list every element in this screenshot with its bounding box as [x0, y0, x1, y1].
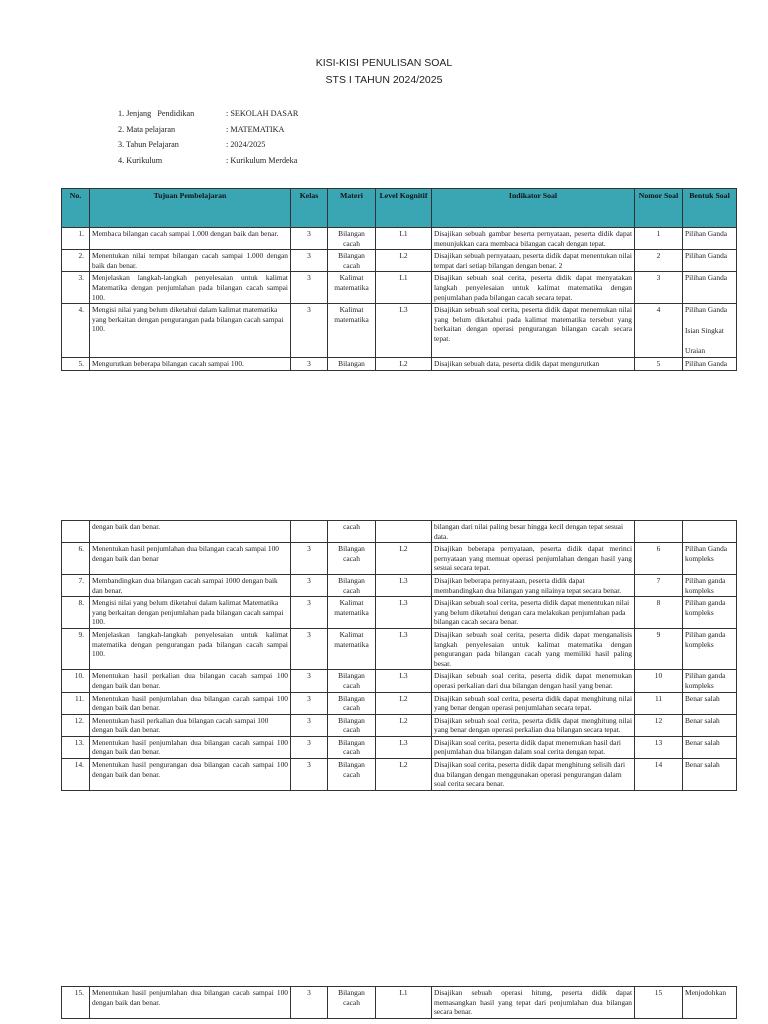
cell-level: L3 [376, 628, 432, 669]
header-kelas: Kelas [291, 189, 328, 228]
cell-kelas [291, 521, 328, 543]
table-row [62, 543, 737, 575]
cell-bentuk: Benar salah [683, 736, 737, 758]
table-header-row [62, 189, 737, 228]
cell-no: 2. [62, 250, 90, 272]
document-subtitle: STS I TAHUN 2024/2025 [325, 74, 443, 86]
cell-level: L2 [376, 357, 432, 370]
header-level: Level Kognitif [376, 189, 432, 228]
info-label: 2. Mata pelajaran [118, 124, 176, 134]
cell-tujuan: Menentukan nilai tempat bilangan cacah sampai 1.000 dengan baik dan benar. [90, 250, 291, 272]
header-materi: Materi [328, 189, 376, 228]
cell-nomor: 11 [635, 692, 683, 714]
cell-no: 10. [62, 670, 90, 692]
cell-indikator: Disajikan sebuah operasi hitung, peserta didik dapat memasangkan hasil yang tepat dari penjumlahan dua bilangan secara benar. [432, 987, 635, 1019]
cell-indikator: Disajikan sebuah soal cerita, peserta didik dapat menganalisis langkah penyelesaian untuk kalimat matematika dengan pengurangan pada bilangan cacah yang memiliki hasil paling besar. [432, 628, 635, 669]
cell-nomor: 6 [635, 543, 683, 575]
cell-kelas: 3 [291, 357, 328, 370]
cell-materi: Bilangan cacah [328, 714, 376, 736]
table-row [62, 714, 737, 736]
info-value: : SEKOLAH DASAR [226, 109, 299, 118]
cell-level [376, 521, 432, 543]
cell-nomor: 10 [635, 670, 683, 692]
cell-no: 15. [62, 987, 90, 1019]
cell-tujuan: Menentukan hasil penjumlahan dua bilangan cacah sampai 100 dengan baik dan benar. [90, 692, 291, 714]
cell-indikator: Disajikan beberapa pernyataan, peserta didik dapat membandingkan dua bilangan yang nilainya tepat secara benar. [432, 574, 635, 596]
cell-bentuk: Pilihan ganda kompleks [683, 574, 737, 596]
header-bentuk: Bentuk Soal [683, 189, 737, 228]
cell-kelas: 3 [291, 597, 328, 629]
cell-tujuan: Menjelaskan langkah-langkah penyelesaian untuk kalimat matematika dengan pengurangan pada bilangan cacah sampai 100. [90, 628, 291, 669]
cell-kelas: 3 [291, 628, 328, 669]
cell-level: L3 [376, 736, 432, 758]
cell-nomor: 2 [635, 250, 683, 272]
cell-no: 4. [62, 304, 90, 358]
cell-tujuan: Menentukan hasil pengurangan dua bilangan cacah sampai 100 dengan baik dan benar. [90, 759, 291, 791]
table-row [62, 357, 737, 370]
cell-no: 5. [62, 357, 90, 370]
bentuk-option: Pilihan Ganda [685, 305, 728, 315]
cell-tujuan: Mengisi nilai yang belum diketahui dalam kalimat Matematika yang berkaitan dengan penjumlahan pada bilangan cacah sampai 100. [90, 597, 291, 629]
cell-no: 13. [62, 736, 90, 758]
cell-indikator: Disajikan sebuah soal cerita, peserta didik dapat menemukan nilai yang belum diketahui pada kalimat matematika tersebut yang berkaitan dengan operasi pengurangan bilangan cacah secara tepat. [432, 304, 635, 358]
cell-nomor: 1 [635, 228, 683, 250]
cell-tujuan: Menentukan hasil penjumlahan dua bilangan cacah sampai 100 dengan baik dan benar [90, 543, 291, 575]
header-indikator: Indikator Soal [432, 189, 635, 228]
info-value: : MATEMATIKA [226, 124, 285, 134]
cell-tujuan: Mengurutkan beberapa bilangan cacah sampai 100. [90, 357, 291, 370]
cell-nomor [635, 521, 683, 543]
cell-tujuan: Membaca bilangan cacah sampai 1.000 dengan baik dan benar. [90, 228, 291, 250]
cell-tujuan: Menentukan hasil perkalian dua bilangan cacah sampai 100 dengan baik dan benar. [90, 714, 291, 736]
cell-nomor: 13 [635, 736, 683, 758]
cell-no: 12. [62, 714, 90, 736]
cell-kelas: 3 [291, 692, 328, 714]
cell-kelas: 3 [291, 543, 328, 575]
cell-indikator: Disajikan soal cerita, peserta didik dapat menemukan hasil dari penjumlahan dua bilangan dalam soal cerita dengan tepat. [432, 736, 635, 758]
cell-materi: Bilangan cacah [328, 759, 376, 791]
cell-no: 9. [62, 628, 90, 669]
cell-bentuk: Pilihan Ganda [683, 228, 737, 250]
cell-materi: Bilangan cacah [328, 543, 376, 575]
cell-materi: Kalimat matematika [328, 628, 376, 669]
info-label: 4. Kurikulum [118, 155, 163, 165]
cell-bentuk: Pilihan ganda kompleks [683, 628, 737, 669]
cell-kelas: 3 [291, 714, 328, 736]
table-row [62, 597, 737, 629]
info-label: 1. Jenjang Pendidikan [118, 109, 195, 118]
cell-tujuan: Menentukan hasil perkalian dua bilangan cacah sampai 100 dengan baik dan benar. [90, 670, 291, 692]
cell-bentuk: Menjodohkan [683, 987, 737, 1019]
cell-indikator: Disajikan sebuah soal cerita, peserta didik dapat menemukan operasi perkalian dari dua bilangan dengan hasil yang benar. [432, 670, 635, 692]
cell-indikator: Disajikan sebuah soal cerita, peserta didik dapat menghitung nilai yang benar dengan operasi penjumlahan secara tepat. [432, 692, 635, 714]
cell-bentuk [683, 521, 737, 543]
cell-nomor: 7 [635, 574, 683, 596]
cell-tujuan: Menentukan hasil penjumlahan dua bilangan cacah sampai 100 dengan baik dan benar. [90, 736, 291, 758]
cell-materi: Bilangan cacah [328, 670, 376, 692]
info-value: : 2024/2025 [226, 140, 266, 150]
cell-materi: Kalimat matematika [328, 272, 376, 304]
header-nomor: Nomor Soal [635, 189, 683, 228]
cell-bentuk: Pilihan Ganda [683, 272, 737, 304]
cell-level: L2 [376, 692, 432, 714]
cell-kelas: 3 [291, 759, 328, 791]
cell-indikator: Disajikan sebuah pernyataan, peserta didik dapat menentukan nilai tempat dari setiap bilangan dengan benar. 2 [432, 250, 635, 272]
cell-nomor: 4 [635, 304, 683, 358]
cell-materi: Bilangan cacah [328, 228, 376, 250]
cell-kelas: 3 [291, 670, 328, 692]
table-row [62, 628, 737, 669]
cell-indikator: Disajikan beberapa pernyataan, peserta didik dapat merinci pernyataan yang memuat operasi penjumlahan dengan hasil yang sesuai secara tepat. [432, 543, 635, 575]
cell-no: 7. [62, 574, 90, 596]
cell-bentuk: Benar salah [683, 692, 737, 714]
cell-no: 14. [62, 759, 90, 791]
table-row [62, 304, 737, 358]
cell-materi: Bilangan [328, 357, 376, 370]
cell-no: 11. [62, 692, 90, 714]
cell-level: L2 [376, 759, 432, 791]
cell-nomor: 9 [635, 628, 683, 669]
cell-no: 3. [62, 272, 90, 304]
cell-level: L1 [376, 987, 432, 1019]
cell-kelas: 3 [291, 228, 328, 250]
cell-tujuan: Menjelaskan langkah-langkah penyelesaian untuk kalimat Matematika dengan penjumlahan pada bilangan cacah sampai 100. [90, 272, 291, 304]
cell-tujuan: Menentukan hasil penjumlahan dua bilangan cacah sampai 100 dengan baik dan benar. [90, 987, 291, 1019]
cell-tujuan: Mengisi nilai yang belum diketahui dalam kalimat matematika yang berkaitan dengan pengurangan pada bilangan cacah sampai 100. [90, 304, 291, 358]
cell-tujuan: Membandingkan dua bilangan cacah sampai 1000 dengan baik dan benar. [90, 574, 291, 596]
cell-materi: Kalimat matematika [328, 304, 376, 358]
cell-materi: Bilangan cacah [328, 574, 376, 596]
table-row-continuation [62, 521, 737, 543]
cell-bentuk: Pilihan Ganda [683, 250, 737, 272]
table-row [62, 692, 737, 714]
cell-nomor: 5 [635, 357, 683, 370]
cell-level: L3 [376, 304, 432, 358]
table-row [62, 272, 737, 304]
cell-indikator: Disajikan sebuah data, peserta didik dapat mengurutkan [432, 357, 635, 370]
cell-level: L1 [376, 228, 432, 250]
cell-level: L1 [376, 272, 432, 304]
cell-indikator: bilangan dari nilai paling besar hingga kecil dengan tepat sesuai data. [432, 521, 635, 543]
cell-level: L3 [376, 597, 432, 629]
cell-no: 6. [62, 543, 90, 575]
table-row [62, 736, 737, 758]
cell-bentuk: Pilihan Ganda [683, 357, 737, 370]
cell-level: L2 [376, 250, 432, 272]
cell-kelas: 3 [291, 250, 328, 272]
table-row [62, 987, 737, 1019]
cell-level: L2 [376, 543, 432, 575]
cell-bentuk: Pilihan ganda kompleks [683, 597, 737, 629]
cell-tujuan: dengan baik dan benar. [90, 521, 291, 543]
cell-bentuk [683, 304, 737, 358]
cell-no: 1. [62, 228, 90, 250]
cell-nomor: 14 [635, 759, 683, 791]
cell-bentuk: Benar salah [683, 759, 737, 791]
cell-nomor: 3 [635, 272, 683, 304]
cell-nomor: 8 [635, 597, 683, 629]
table-row [62, 228, 737, 250]
cell-indikator: Disajikan sebuah soal cerita, peserta didik dapat menghitung nilai yang benar dengan operasi perkalian dua bilangan secara tepat. [432, 714, 635, 736]
table-row [62, 670, 737, 692]
cell-level: L3 [376, 574, 432, 596]
info-value: : Kurikulum Merdeka [226, 155, 298, 165]
table-row [62, 759, 737, 791]
cell-level: L3 [376, 670, 432, 692]
cell-materi: Bilangan cacah [328, 987, 376, 1019]
cell-indikator: Disajikan sebuah soal cerita, peserta didik dapat menyatakan langkah penyelesaian untuk kalimat matematika dengan penjumlahan pada bilangan cacah secara tepat. [432, 272, 635, 304]
cell-bentuk: Benar salah [683, 714, 737, 736]
cell-indikator: Disajikan soal cerita, peserta didik dapat menghitung selisih dari dua bilangan dengan menggunakan operasi pengurangan dalam soal cerita secara benar. [432, 759, 635, 791]
cell-kelas: 3 [291, 304, 328, 358]
cell-level: L2 [376, 714, 432, 736]
cell-materi: Kalimat matematika [328, 597, 376, 629]
document-title: KISI-KISI PENULISAN SOAL [315, 57, 453, 69]
header-tujuan: Tujuan Pembelajaran [90, 189, 291, 228]
kisi-kisi-table-continued [61, 520, 737, 791]
bentuk-option: Uraian [685, 346, 706, 356]
cell-kelas: 3 [291, 736, 328, 758]
cell-materi: Bilangan cacah [328, 250, 376, 272]
kisi-kisi-table-page3 [61, 986, 737, 1019]
table-row [62, 250, 737, 272]
cell-no: 8. [62, 597, 90, 629]
cell-bentuk: Pilihan Ganda kompleks [683, 543, 737, 575]
cell-kelas: 3 [291, 574, 328, 596]
cell-nomor: 12 [635, 714, 683, 736]
cell-indikator: Disajikan sebuah gambar beserta pernyataan, peserta didik dapat menunjukkan cara membaca bilangan cacah dengan tepat. [432, 228, 635, 250]
cell-materi: Bilangan cacah [328, 736, 376, 758]
bentuk-option: Isian Singkat [685, 325, 724, 335]
cell-kelas: 3 [291, 987, 328, 1019]
table-row [62, 574, 737, 596]
cell-materi: Bilangan cacah [328, 692, 376, 714]
cell-materi: cacah [328, 521, 376, 543]
cell-no [62, 521, 90, 543]
cell-indikator: Disajikan sebuah soal cerita, peserta didik dapat menentukan nilai yang belum diketahui dengan cara melakukan penjumlahan pada bilangan cacah secara benar. [432, 597, 635, 629]
kisi-kisi-table [61, 188, 737, 371]
info-label: 3. Tahun Pelajaran [118, 140, 179, 150]
cell-kelas: 3 [291, 272, 328, 304]
header-no: No. [62, 189, 90, 228]
cell-nomor: 15 [635, 987, 683, 1019]
cell-bentuk: Pilihan ganda kompleks [683, 670, 737, 692]
